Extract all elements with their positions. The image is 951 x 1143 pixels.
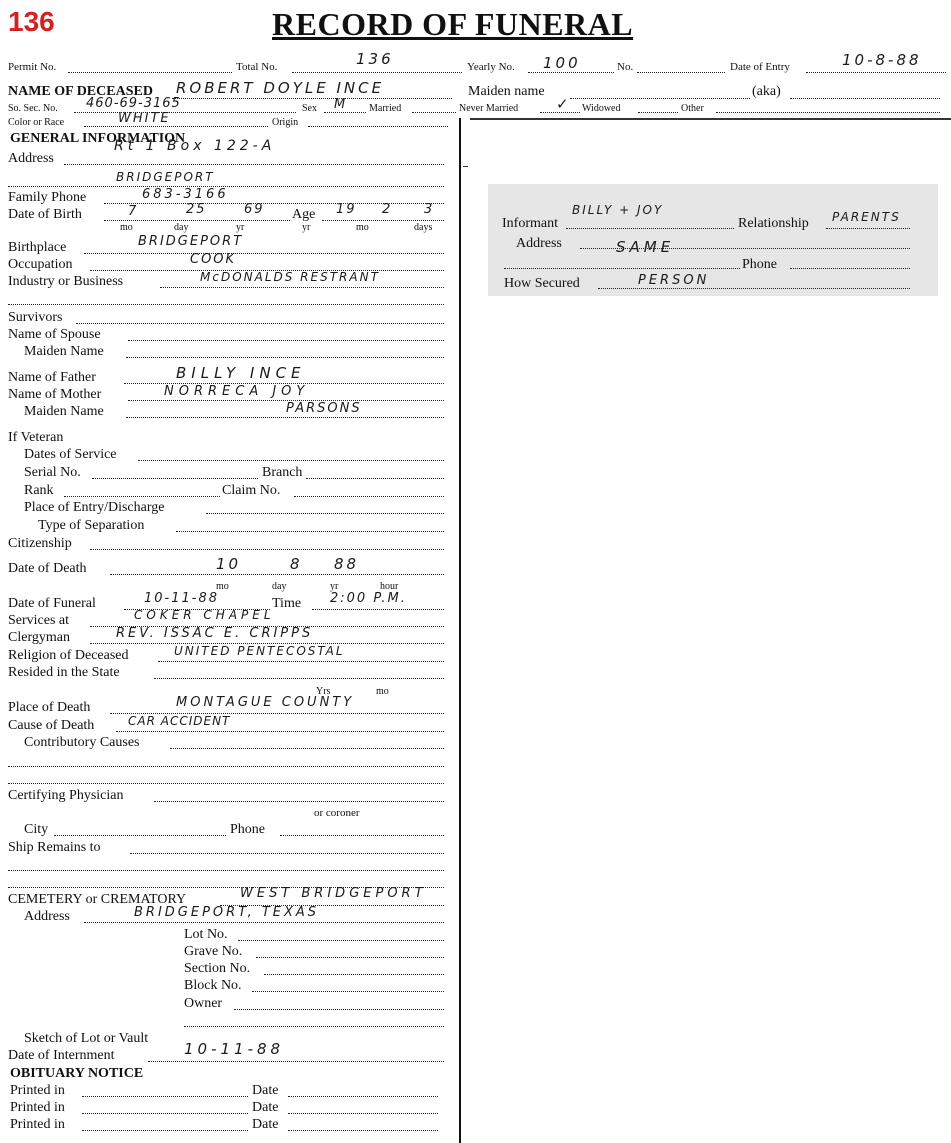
no-label: No. (617, 61, 634, 73)
page-number: 136 (8, 6, 55, 37)
printed-line-3[interactable] (82, 1128, 248, 1131)
total-label: Total No. (236, 61, 278, 73)
married-label: Married (369, 103, 402, 114)
dob-sub-yr: yr (236, 222, 245, 233)
internment-label: Date of Internment (8, 1048, 115, 1063)
informant-address-value: SAME (616, 238, 675, 256)
death-sub-mo: mo (216, 581, 229, 592)
block-line[interactable] (252, 989, 444, 992)
cemetery-label: CEMETERY or CREMATORY (8, 892, 187, 907)
death-mo: 10 (216, 555, 242, 573)
dob-sub-day: day (174, 222, 189, 233)
age-sub-days: days (414, 222, 433, 233)
age-yr: 19 (336, 202, 357, 217)
secured-value: PERSON (638, 273, 710, 288)
dob-label: Date of Birth (8, 207, 82, 222)
funeral-date-label: Date of Funeral (8, 596, 96, 611)
aka-line[interactable] (790, 96, 940, 99)
permit-label: Permit No. (8, 61, 57, 73)
internment-value: 10-11-88 (184, 1040, 285, 1058)
cemetery-address-line[interactable] (84, 920, 444, 923)
origin-label: Origin (272, 117, 299, 128)
mother-maiden-label: Maiden Name (24, 404, 104, 419)
claim-label: Claim No. (222, 483, 281, 498)
general-heading: GENERAL INFORMATION (10, 131, 186, 146)
mother-maiden-line[interactable] (126, 415, 444, 418)
branch-line[interactable] (306, 476, 444, 479)
race-value: WHITE (118, 111, 171, 126)
mother-label: Name of Mother (8, 387, 102, 402)
contrib-line[interactable] (170, 746, 444, 749)
physician-phone-line[interactable] (280, 833, 444, 836)
owner-label: Owner (184, 996, 223, 1011)
total-value: 136 (356, 50, 394, 68)
dob-yr: 69 (244, 202, 265, 217)
informant-phone-line[interactable] (790, 266, 910, 269)
printed-date-line-2[interactable] (288, 1111, 438, 1114)
entry-discharge-label: Place of Entry/Discharge (24, 500, 165, 515)
birthplace-value: BRIDGEPORT (138, 234, 244, 249)
never-married-mark[interactable]: ✓ (556, 95, 571, 113)
cemetery-address-value: BRIDGEPORT, TEXAS (134, 905, 320, 920)
secured-label: How Secured (504, 276, 580, 291)
informant-value: BILLY + JOY (572, 203, 664, 217)
race-line[interactable] (84, 124, 268, 127)
branch-label: Branch (262, 465, 303, 480)
ssn-label: So. Sec. No. (8, 103, 58, 114)
services-value: COKER CHAPEL (134, 608, 275, 622)
city-label: City (24, 822, 49, 837)
printed-date-line-1[interactable] (288, 1094, 438, 1097)
funeral-time-line[interactable] (312, 607, 444, 610)
age-sub-mo: mo (356, 222, 369, 233)
cemetery-address-label: Address (24, 909, 70, 924)
printed-date-label-2: Date (252, 1100, 279, 1115)
other-label: Other (681, 103, 704, 114)
age-days: 3 (424, 202, 435, 217)
printed-date-label-1: Date (252, 1083, 279, 1098)
phone-label: Family Phone (8, 190, 87, 205)
printed-label-3: Printed in (10, 1117, 65, 1132)
spouse-line[interactable] (128, 338, 444, 341)
age-label: Age (292, 207, 316, 222)
place-death-value: MONTAGUE COUNTY (176, 695, 355, 710)
owner-line2[interactable] (184, 1024, 444, 1027)
address-line1[interactable] (64, 162, 444, 165)
address-label: Address (8, 151, 54, 166)
mother-maiden-value: PARSONS (286, 401, 362, 416)
address-value1: Rt 1 Box 122-A (114, 138, 276, 154)
owner-line[interactable] (234, 1007, 444, 1010)
yearly-value: 100 (543, 54, 581, 72)
resided-label: Resided in the State (8, 665, 120, 680)
resided-mo-label: mo (376, 686, 389, 697)
race-label: Color or Race (8, 117, 65, 128)
obituary-heading: OBITUARY NOTICE (10, 1066, 144, 1081)
grave-line[interactable] (256, 955, 444, 958)
serial-label: Serial No. (24, 465, 81, 480)
contrib-line2[interactable] (8, 764, 444, 767)
birthplace-label: Birthplace (8, 240, 67, 255)
informant-line[interactable] (566, 226, 734, 229)
page-title: RECORD OF FUNERAL (272, 6, 634, 42)
permit-line[interactable] (68, 70, 232, 73)
printed-date-line-3[interactable] (288, 1128, 438, 1131)
spouse-label: Name of Spouse (8, 327, 101, 342)
widowed-line[interactable] (638, 110, 678, 113)
printed-label-2: Printed in (10, 1100, 65, 1115)
other-line[interactable] (716, 110, 940, 113)
death-sub-yr: yr (330, 581, 339, 592)
resided-line[interactable] (154, 676, 444, 679)
printed-line-2[interactable] (82, 1111, 248, 1114)
religion-line[interactable] (158, 659, 444, 662)
dates-service-line[interactable] (138, 458, 444, 461)
relationship-label: Relationship (738, 216, 809, 231)
cause-label: Cause of Death (8, 718, 95, 733)
entry-line[interactable] (806, 70, 946, 73)
clergyman-label: Clergyman (8, 630, 70, 645)
section-line[interactable] (264, 972, 444, 975)
block-label: Block No. (184, 978, 242, 993)
funeral-date-value: 10-11-88 (144, 591, 220, 606)
death-sub-day: day (272, 581, 287, 592)
occupation-label: Occupation (8, 257, 73, 272)
spouse-maiden-label: Maiden Name (24, 344, 104, 359)
survivors-label: Survivors (8, 310, 63, 325)
industry-label: Industry or Business (8, 274, 124, 289)
citizenship-line[interactable] (90, 547, 444, 550)
tick-mark (463, 166, 468, 167)
religion-value: UNITED PENTECOSTAL (174, 644, 345, 658)
informant-address-line2[interactable] (504, 266, 740, 269)
cemetery-value: WEST BRIDGEPORT (240, 886, 427, 901)
occupation-value: COOK (190, 252, 237, 267)
ship-label: Ship Remains to (8, 840, 101, 855)
entry-label: Date of Entry (730, 61, 790, 73)
name-value: ROBERT DOYLE INCE (176, 79, 385, 97)
rank-line[interactable] (64, 494, 220, 497)
maiden-line[interactable] (570, 96, 750, 99)
entry-discharge-line[interactable] (206, 511, 444, 514)
top-rule (470, 118, 951, 120)
cause-line[interactable] (116, 729, 444, 732)
total-line[interactable] (292, 70, 462, 73)
claim-line[interactable] (294, 494, 444, 497)
dob-mo: 7 (128, 204, 139, 219)
origin-line[interactable] (308, 124, 448, 127)
father-label: Name of Father (8, 370, 96, 385)
dates-service-label: Dates of Service (24, 447, 117, 462)
coroner-label: or coroner (314, 807, 360, 819)
contrib-line3[interactable] (8, 781, 444, 784)
father-value: BILLY INCE (176, 364, 306, 382)
religion-label: Religion of Deceased (8, 648, 129, 663)
death-sub-hour: hour (380, 581, 399, 592)
lot-label: Lot No. (184, 927, 228, 942)
ship-line[interactable] (130, 851, 444, 854)
no-line[interactable] (637, 70, 725, 73)
aka-label: (aka) (752, 84, 781, 99)
ssn-value: 460-69-3165 (86, 96, 181, 111)
physician-line[interactable] (154, 799, 444, 802)
age-line[interactable] (322, 218, 444, 221)
yearly-label: Yearly No. (467, 61, 515, 73)
age-sub-yr: yr (302, 222, 311, 233)
internment-line[interactable] (148, 1059, 444, 1062)
serial-line[interactable] (92, 476, 258, 479)
lot-line[interactable] (238, 938, 444, 941)
section-label: Section No. (184, 961, 251, 976)
physician-phone-label: Phone (230, 822, 265, 837)
relationship-value: PARENTS (832, 210, 901, 224)
informant-label: Informant (502, 216, 558, 231)
sex-value: M (334, 97, 348, 112)
grave-label: Grave No. (184, 944, 243, 959)
birthplace-line[interactable] (84, 251, 444, 254)
separation-line[interactable] (176, 529, 444, 532)
contrib-label: Contributory Causes (24, 735, 140, 750)
death-yr: 88 (334, 555, 360, 573)
printed-line-1[interactable] (82, 1094, 248, 1097)
industry-value: McDONALDS RESTRANT (200, 270, 380, 284)
maiden-label: Maiden name (468, 84, 545, 99)
death-day: 8 (290, 555, 303, 573)
informant-address-label: Address (516, 236, 562, 251)
physician-label: Certifying Physician (8, 788, 124, 803)
rank-label: Rank (24, 483, 54, 498)
entry-value: 10-8-88 (842, 51, 922, 69)
survivors-line[interactable] (76, 321, 444, 324)
resided-yrs-label: Yrs (316, 686, 331, 697)
funeral-time-label: Time (272, 596, 302, 611)
age-mo: 2 (382, 202, 393, 217)
never-married-label: Never Married (459, 103, 519, 114)
column-divider (459, 118, 461, 1143)
phone-value: 683-3166 (142, 187, 229, 202)
city-line[interactable] (54, 833, 226, 836)
dob-sub-mo: mo (120, 222, 133, 233)
industry-line2[interactable] (8, 302, 444, 305)
married-line[interactable] (412, 110, 456, 113)
cause-value: CAR ACCIDENT (128, 714, 231, 728)
death-date-line[interactable] (110, 572, 444, 575)
relationship-line[interactable] (826, 226, 910, 229)
address-value2: BRIDGEPORT (116, 170, 215, 184)
widowed-label: Widowed (582, 103, 621, 114)
industry-line[interactable] (160, 285, 444, 288)
funeral-time-value: 2:00 P.M. (330, 591, 407, 606)
dob-day: 25 (186, 202, 207, 217)
sex-label: Sex (302, 103, 317, 114)
sketch-label: Sketch of Lot or Vault (24, 1031, 149, 1046)
clergyman-value: REV. ISSAC E. CRIPPS (116, 626, 314, 641)
death-date-label: Date of Death (8, 561, 87, 576)
separation-label: Type of Separation (38, 518, 145, 533)
name-label: NAME OF DECEASED (8, 84, 153, 99)
citizenship-label: Citizenship (8, 536, 72, 551)
veteran-label: If Veteran (8, 430, 64, 445)
printed-label-1: Printed in (10, 1083, 65, 1098)
informant-phone-label: Phone (742, 257, 777, 272)
place-death-label: Place of Death (8, 700, 91, 715)
printed-date-label-3: Date (252, 1117, 279, 1132)
spouse-maiden-line[interactable] (126, 355, 444, 358)
ship-line2[interactable] (8, 868, 444, 871)
services-label: Services at (8, 613, 70, 628)
mother-value: NORRECA JOY (164, 384, 310, 399)
